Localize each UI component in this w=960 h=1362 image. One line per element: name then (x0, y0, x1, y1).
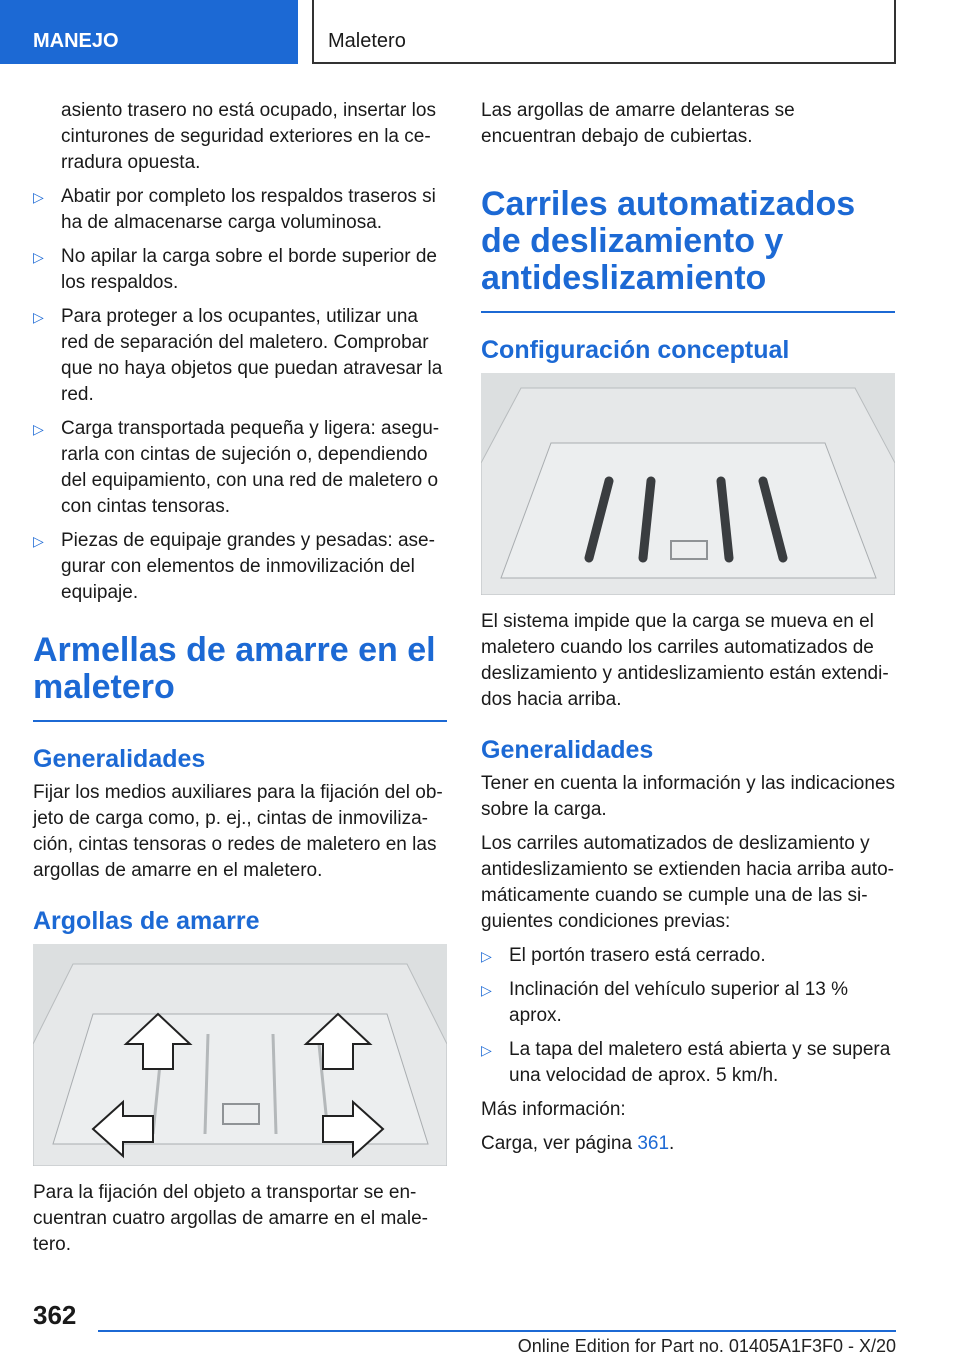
intro-text: asiento trasero no está ocupado, insertar los cinturones de seguridad exteriores en la ce-rradura opuesta. (61, 100, 436, 173)
list-item: ▷ Inclinación del vehículo superior al 13 % aprox. (481, 979, 849, 1026)
page-title: Maletero (312, 0, 896, 64)
triangle-right-icon: ▷ (481, 982, 492, 998)
list-item: ▷ Para proteger a los ocupantes, utilizar una red de separación del maletero. Comprobar que no haya objetos que puedan atravesar la red. (33, 306, 443, 405)
triangle-right-icon: ▷ (33, 309, 44, 325)
list-item: ▷ El portón trasero está cerrado. (481, 943, 895, 969)
concept-text: El sistema impide que la carga se mueva en el maletero cuando los carriles automatizados de deslizamiento y antideslizamiento están extendi-dos hacia arriba. (481, 611, 889, 710)
footer-edition: Online Edition for Part no. 01405A1F3F0 - X/20 (517, 1336, 896, 1356)
right-column (481, 98, 895, 1165)
triangle-right-icon: ▷ (33, 189, 44, 205)
triangle-right-icon: ▷ (481, 1042, 492, 1058)
page-reference: Carga, ver página 361. (481, 1133, 675, 1154)
general-text-2: Los carriles automatizados de deslizamiento y antideslizamiento se extienden hacia arriba auto-máticamente cuando se cumple una de las si-guientes condiciones previas: (481, 833, 894, 932)
list-item: ▷ La tapa del maletero está abierta y se supera una velocidad de aprox. 5 km/h. (481, 1039, 891, 1086)
section-heading-armellas: Armellas de amarre en el maletero (33, 632, 447, 722)
subheading-configuracion: Configuración conceptual (481, 336, 790, 364)
triangle-right-icon: ▷ (481, 948, 492, 964)
triangle-right-icon: ▷ (33, 421, 44, 437)
list-item: ▷ Piezas de equipaje grandes y pesadas: ase-gurar con elementos de inmovilización del equipaje. (33, 530, 435, 603)
list-item: ▷ Abatir por completo los respaldos traseros si ha de almacenarse carga voluminosa. (33, 186, 436, 233)
trunk-rails-illustration (481, 373, 895, 595)
general-text-1: Tener en cuenta la información y las indicaciones sobre la carga. (481, 773, 896, 820)
page-number: 362 (33, 1300, 77, 1330)
subheading-argollas: Argollas de amarre (33, 907, 260, 935)
intro-text: Las argollas de amarre delanteras se encuentran debajo de cubiertas. (481, 100, 795, 147)
left-column (33, 98, 447, 1266)
conditions-bullet-list (481, 943, 895, 1089)
page-link[interactable]: 361 (637, 1133, 670, 1154)
safety-bullet-list (33, 184, 447, 606)
general-text: Fijar los medios auxiliares para la fijación del ob-jeto de carga como, p. ej., cintas de inmoviliza-ción, cintas tensoras o redes de maletero en las argollas de amarre en el maletero. (33, 782, 443, 881)
more-info-label: Más información: (481, 1099, 626, 1120)
triangle-right-icon: ▷ (33, 249, 44, 265)
trunk-lashing-eyes-illustration (33, 944, 447, 1166)
section-heading-carriles: Carriles automatizados de deslizamiento y antideslizamiento (481, 186, 895, 313)
list-item: ▷ No apilar la carga sobre el borde superior de los respaldos. (33, 246, 437, 293)
subheading-generalidades: Generalidades (33, 745, 206, 773)
figure-caption: Para la fijación del objeto a transportar se en-cuentran cuatro argollas de amarre en el male-tero. (33, 1182, 428, 1255)
triangle-right-icon: ▷ (33, 533, 44, 549)
footer-divider (98, 1330, 896, 1332)
section-tab: MANEJO (0, 0, 298, 64)
subheading-generalidades: Generalidades (481, 736, 654, 764)
list-item: ▷ Carga transportada pequeña y ligera: asegu-rarla con cintas de sujeción o, dependiendo del equipamiento, con una red de maletero o con cintas tensoras. (33, 418, 440, 517)
